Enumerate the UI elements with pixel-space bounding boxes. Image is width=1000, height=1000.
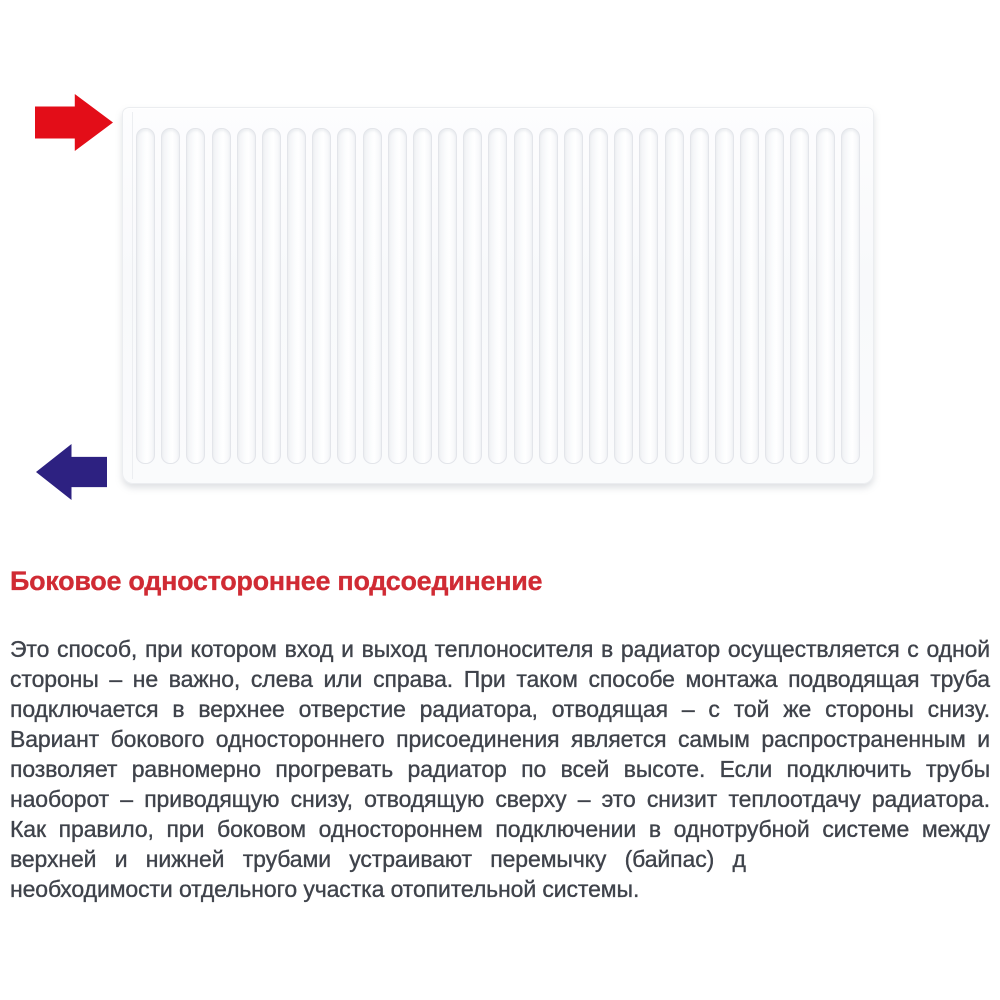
radiator-groove (841, 128, 860, 464)
radiator-groove (136, 128, 155, 464)
radiator-groove (438, 128, 457, 464)
radiator-panel (122, 107, 874, 484)
radiator-groove (337, 128, 356, 464)
body-line: Вариант бокового одностороннего присоединения является самым распространенным и (10, 726, 990, 752)
radiator-groove (186, 128, 205, 464)
radiator-groove (665, 128, 684, 464)
body-line: наоборот – приводящую снизу, отводящую сверху – это снизит теплоотдачу радиатора. (10, 786, 990, 812)
radiator-groove (287, 128, 306, 464)
body-text (10, 634, 990, 904)
radiator-groove (212, 128, 231, 464)
body-line: позволяет равномерно прогревать радиатор по всей высоте. Если подключить трубы (10, 756, 990, 782)
radiator-groove (740, 128, 759, 464)
radiator-groove (765, 128, 784, 464)
radiator-groove (539, 128, 558, 464)
radiator-groove (463, 128, 482, 464)
radiator-groove (564, 128, 583, 464)
radiator-groove (413, 128, 432, 464)
body-line: Как правило, при боковом одностороннем подключении в однотрубной системе между (10, 816, 990, 842)
radiator-groove (488, 128, 507, 464)
radiator-groove (715, 128, 734, 464)
radiator-groove (816, 128, 835, 464)
radiator-grooves (136, 128, 860, 462)
radiator-groove (690, 128, 709, 464)
radiator-groove (614, 128, 633, 464)
body-line: стороны – не важно, слева или справа. При таком способе монтажа подводящая труба (10, 666, 990, 692)
radiator-groove (589, 128, 608, 464)
outlet-arrow-icon (36, 444, 107, 500)
inlet-arrow-icon (35, 94, 113, 151)
radiator-groove (262, 128, 281, 464)
body-line: подключается в верхнее отверстие радиатора, отводящая – с той же стороны снизу. (10, 696, 990, 722)
radiator-groove (363, 128, 382, 464)
radiator-groove (514, 128, 533, 464)
body-line: Это способ, при котором вход и выход теплоносителя в радиатор осуществляется с одной (10, 636, 990, 662)
body-line: необходимости отдельного участка отопительной системы. (10, 876, 640, 902)
section-heading: Боковое одностороннее подсоединение (10, 566, 543, 596)
radiator-groove (790, 128, 809, 464)
radiator-groove (312, 128, 331, 464)
radiator-groove (388, 128, 407, 464)
radiator-groove (161, 128, 180, 464)
radiator-groove (237, 128, 256, 464)
radiator-groove (639, 128, 658, 464)
body-line: верхней и нижней трубами устраивают перемычку (байпас) д (10, 846, 746, 872)
